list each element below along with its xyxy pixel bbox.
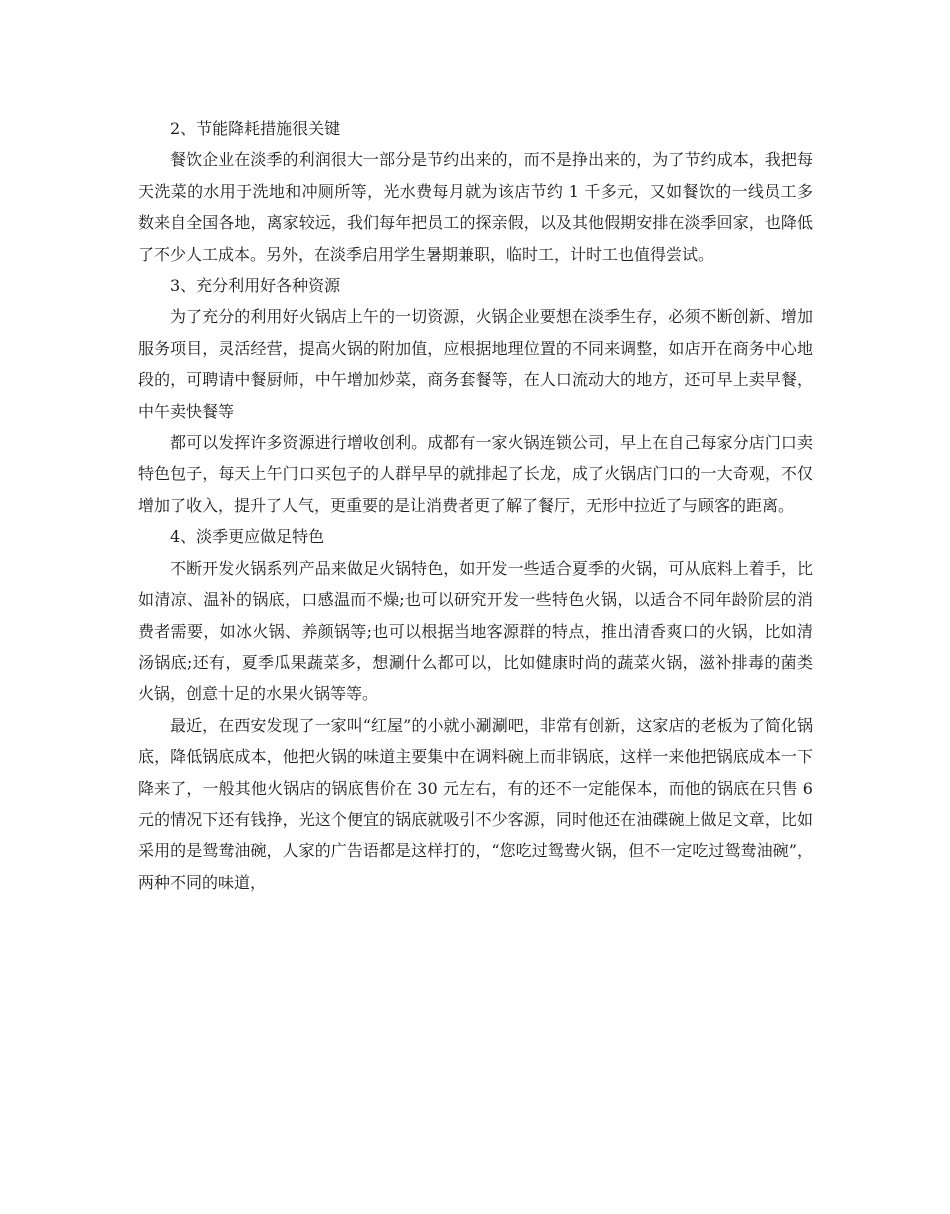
paragraph-energy-saving: 餐饮企业在淡季的利润很大一部分是节约出来的，而不是挣出来的，为了节约成本，我把每天洗菜的水用于洗地和冲厕所等，光水费每月就为该店节约 1 千多元，又如餐饮的一线员工多数来自全国各地，离家较远，我们每年把员工的探亲假，以及其他假期安排在淡季回家，也降低了不少人工成本。另外，在淡季启用学生暑期兼职，临时工，计时工也值得尝试。 <box>138 150 813 264</box>
document-body <box>138 113 813 898</box>
section-heading-4: 4、淡季更应做足特色 <box>170 527 325 547</box>
paragraph-resources: 为了充分的利用好火锅店上午的一切资源，火锅企业要想在淡季生存，必须不断创新、增加服务项目，灵活经营，提高火锅的附加值，应根据地理位置的不同来调整，如店开在商务中心地段的，可聘请中餐厨师，中午增加炒菜，商务套餐等，在人口流动大的地方，还可早上卖早餐，中午卖快餐等 <box>138 307 813 421</box>
paragraph-features: 不断开发火锅系列产品来做足火锅特色，如开发一些适合夏季的火锅，可从底料上着手，比如清凉、温补的锅底，口感温而不燥;也可以研究开发一些特色火锅，以适合不同年龄阶层的消费者需要，如冰火锅、养颜锅等;也可以根据当地客源群的特点，推出清香爽口的火锅，比如清汤锅底;还有，夏季瓜果蔬菜多，想涮什么都可以，比如健康时尚的蔬菜火锅，滋补排毒的菌类火锅，创意十足的水果火锅等等。 <box>138 558 813 704</box>
section-heading-2: 2、节能降耗措施很关键 <box>170 119 341 138</box>
section-heading-3: 3、充分利用好各种资源 <box>170 276 341 296</box>
paragraph-resources-continued: 都可以发挥许多资源进行增收创利。成都有一家火锅连锁公司，早上在自己每家分店门口卖特色包子，每天上午门口买包子的人群早早的就排起了长龙，成了火锅店门口的一大奇观，不仅增加了收入，提升了人气，更重要的是让消费者更了解了餐厅，无形中拉近了与顾客的距离。 <box>138 433 813 515</box>
paragraph-red-house-example: 最近，在西安发现了一家叫“红屋”的小就小涮涮吧，非常有创新，这家店的老板为了简化锅底，降低锅底成本，他把火锅的味道主要集中在调料碗上而非锅底，这样一来他把锅底成本一下降来了，一般其他火锅店的锅底售价在 30 元左右，有的还不一定能保本，而他的锅底在只售 6 元的情况下还有钱挣，光这个便宜的锅底就吸引不少客源，同时他还在油碟碗上做足文章，比如采用的是鸳鸯油碗，人家的广告语都是这样打的，“您吃过鸳鸯火锅，但不一定吃过鸳鸯油碗”，两种不同的味道， <box>138 715 813 892</box>
